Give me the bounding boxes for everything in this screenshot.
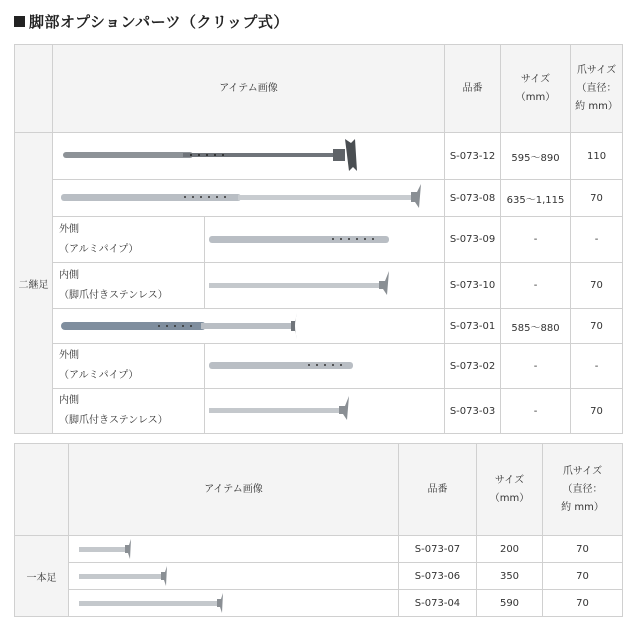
single-leg-350-icon [69, 563, 399, 589]
table-header-row [15, 45, 623, 133]
group-label: 一本足 [15, 536, 69, 617]
claw-size-value: 70 [543, 536, 623, 563]
sub-label: 内側 （脚爪付きステンレス） [53, 389, 205, 434]
item-image-cell [205, 217, 445, 263]
size-value: 590 [477, 590, 543, 617]
part-number: S-073-01 [445, 309, 501, 344]
part-number: S-073-10 [445, 263, 501, 309]
part-number: S-073-08 [445, 180, 501, 217]
part-number: S-073-12 [445, 133, 501, 180]
stainless-pipe-short-claw-icon [205, 389, 445, 433]
part-number: S-073-06 [399, 563, 477, 590]
claw-size-value: 70 [543, 563, 623, 590]
part-number: S-073-07 [399, 536, 477, 563]
size-value: 595～890 [501, 133, 571, 180]
header-part-number: 品番 [399, 444, 477, 536]
header-size: サイズ （mm） [501, 45, 571, 133]
claw-size-value: 70 [571, 180, 623, 217]
claw-size-value: 70 [543, 590, 623, 617]
header-blank [15, 45, 53, 133]
header-claw-size: 爪サイズ （直径： 約 mm） [543, 444, 623, 536]
table-row [15, 263, 623, 309]
stainless-pipe-with-claw-icon [205, 263, 445, 308]
size-value: - [501, 344, 571, 389]
item-image-cell [69, 536, 399, 563]
item-image-cell [205, 389, 445, 434]
size-value: - [501, 263, 571, 309]
aluminum-pipe-icon [205, 217, 445, 262]
claw-size-value: 110 [571, 133, 623, 180]
claw-size-value: 70 [571, 263, 623, 309]
single-leg-table [14, 443, 623, 617]
two-piece-leg-table [14, 44, 623, 434]
telescopic-leg-hook-icon [53, 309, 443, 343]
table-row [15, 344, 623, 389]
claw-size-value: 70 [571, 389, 623, 434]
header-part-number: 品番 [445, 45, 501, 133]
size-value: - [501, 217, 571, 263]
aluminum-pipe-short-icon [205, 344, 445, 388]
part-number: S-073-02 [445, 344, 501, 389]
claw-size-value: 70 [571, 309, 623, 344]
size-value: 585～880 [501, 309, 571, 344]
table-row [15, 309, 623, 344]
group-label: 二継足 [15, 133, 53, 434]
item-image-cell [53, 133, 445, 180]
size-value: 200 [477, 536, 543, 563]
table-row [15, 217, 623, 263]
sub-label: 外側 （アルミパイプ） [53, 344, 205, 389]
item-image-cell [69, 563, 399, 590]
claw-size-value: - [571, 344, 623, 389]
item-image-cell [53, 309, 445, 344]
table-row [15, 133, 623, 180]
table-row [15, 536, 623, 563]
square-bullet-icon [14, 16, 25, 27]
single-leg-200-icon [69, 536, 399, 562]
size-value: - [501, 389, 571, 434]
section-heading [14, 10, 289, 34]
telescopic-leg-icon [53, 180, 443, 216]
header-item-image: アイテム画像 [69, 444, 399, 536]
table-row [15, 180, 623, 217]
size-value: 635～1,115 [501, 180, 571, 217]
sub-label: 内側 （脚爪付きステンレス） [53, 263, 205, 309]
table-header-row [15, 444, 623, 536]
sub-label: 外側 （アルミパイプ） [53, 217, 205, 263]
size-value: 350 [477, 563, 543, 590]
table-row [15, 563, 623, 590]
header-item-image: アイテム画像 [53, 45, 445, 133]
item-image-cell [205, 263, 445, 309]
table-row [15, 590, 623, 617]
telescopic-leg-large-claw-icon [53, 133, 443, 179]
item-image-cell [205, 344, 445, 389]
item-image-cell [69, 590, 399, 617]
part-number: S-073-03 [445, 389, 501, 434]
header-blank [15, 444, 69, 536]
part-number: S-073-04 [399, 590, 477, 617]
header-size: サイズ （mm） [477, 444, 543, 536]
heading-text: 脚部オプションパーツ（クリップ式） [29, 13, 289, 31]
single-leg-590-icon [69, 590, 399, 616]
header-claw-size: 爪サイズ （直径： 約 mm） [571, 45, 623, 133]
table-row [15, 389, 623, 434]
claw-size-value: - [571, 217, 623, 263]
item-image-cell [53, 180, 445, 217]
part-number: S-073-09 [445, 217, 501, 263]
